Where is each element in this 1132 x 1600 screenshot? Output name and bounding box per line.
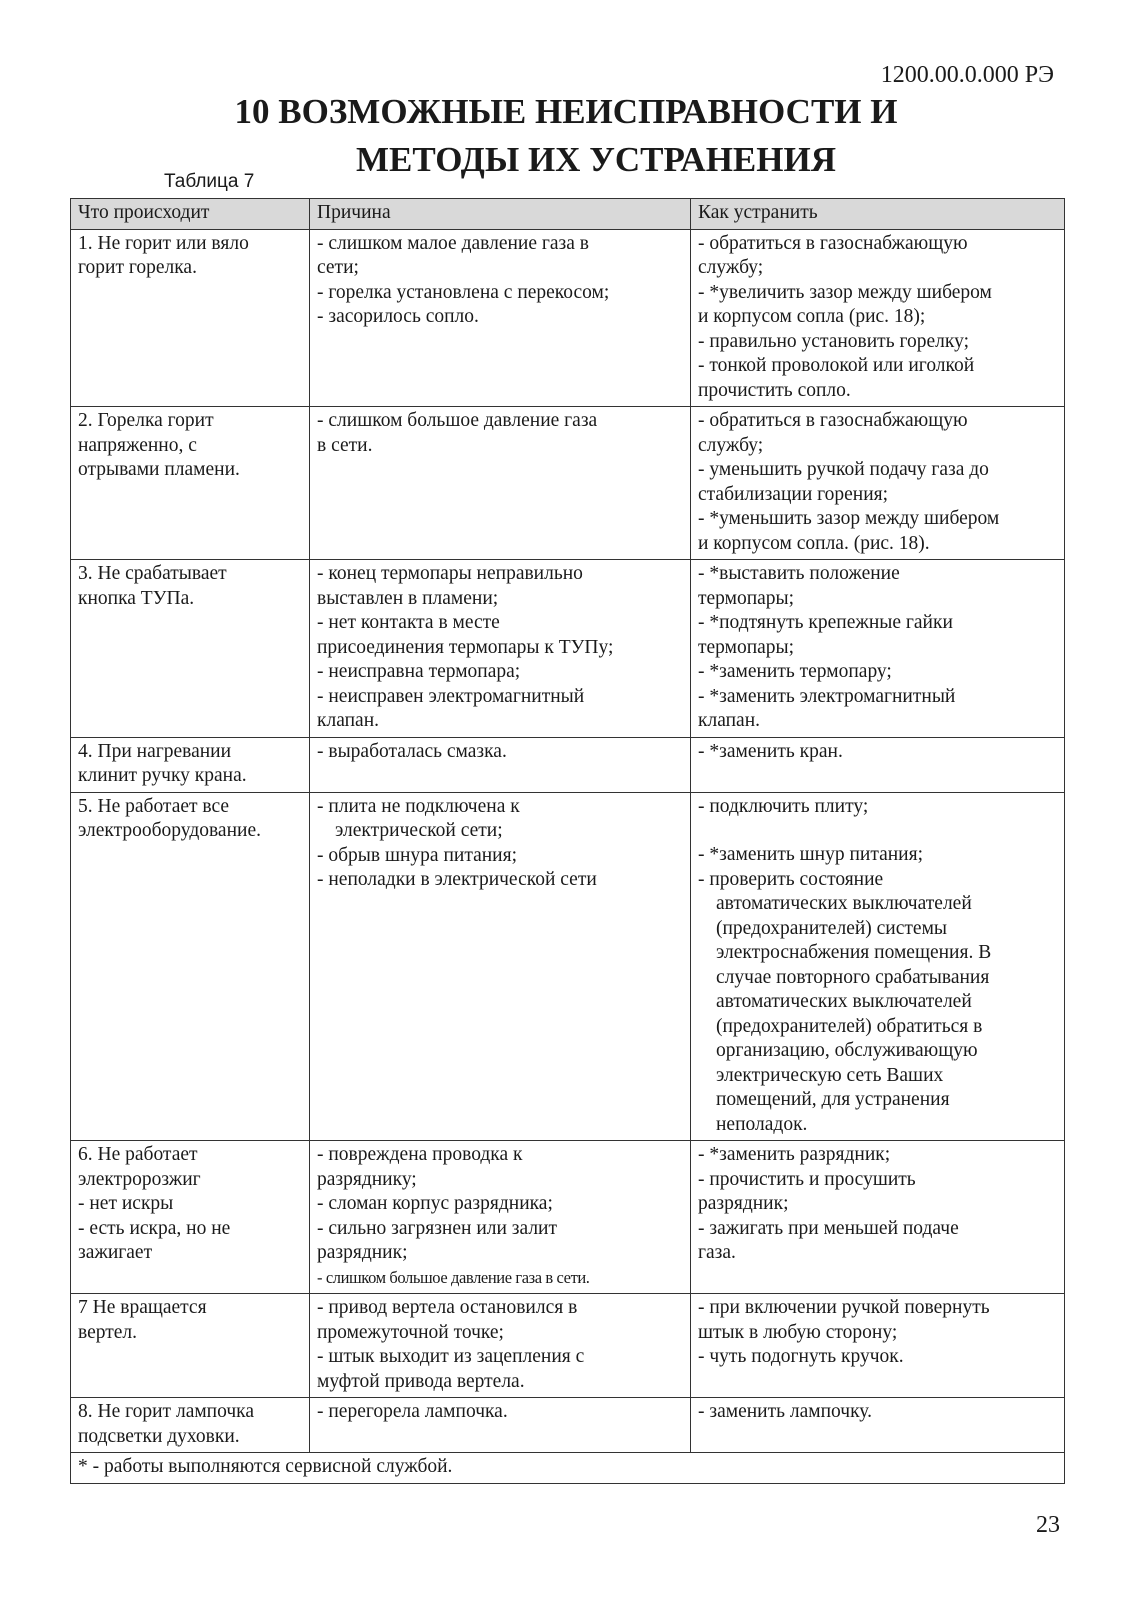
- cell-line: - неполадки в электрической сети: [317, 869, 597, 890]
- cell-line: термопары;: [698, 636, 795, 658]
- table-row: [71, 792, 1065, 1141]
- table-row: [71, 229, 1065, 407]
- cell-line: - засорилось сопло.: [317, 306, 479, 327]
- row-cause-cell: [310, 1141, 691, 1294]
- cell-line: - перегорела лампочка.: [317, 1401, 508, 1422]
- cell-line: напряженно, с: [78, 434, 197, 456]
- cell-line: - правильно установить горелку;: [698, 330, 969, 352]
- cell-line: электророзжиг: [78, 1168, 201, 1190]
- header-fix: Как устранить: [691, 199, 1065, 230]
- cell-line: - уменьшить ручкой подачу газа до: [698, 459, 989, 480]
- cell-line: 6. Не работает: [78, 1144, 198, 1165]
- cell-line: помещений, для устранения: [716, 1089, 950, 1110]
- cell-line: выставлен в пламени;: [317, 587, 499, 609]
- cell-line: присоединения термопары к ТУПу;: [317, 636, 614, 658]
- cell-line: - обрыв шнура питания;: [317, 844, 517, 866]
- row-fix-cell: [691, 1141, 1065, 1294]
- row-fix-cell: [691, 1398, 1065, 1453]
- document-number: 1200.00.0.000 РЭ: [880, 62, 1054, 88]
- cell-line: электроснабжения помещения. В: [716, 942, 992, 963]
- cell-line: отрывами пламени.: [78, 459, 240, 480]
- row-cause-cell: [310, 737, 691, 792]
- cell-line: электрической сети;: [335, 820, 503, 841]
- cell-line: - чуть подогнуть кручок.: [698, 1346, 904, 1367]
- cell-line: автоматических выключателей: [716, 893, 972, 914]
- row-cause-cell: [310, 560, 691, 738]
- cell-line: - обратиться в газоснабжающую: [698, 232, 968, 254]
- cell-line: - *заменить термопару;: [698, 661, 892, 682]
- cell-line: разрядник;: [698, 1193, 789, 1214]
- table-row: [71, 560, 1065, 738]
- cell-line: - штык выходит из зацепления с: [317, 1346, 585, 1367]
- table-row: [71, 1398, 1065, 1453]
- cell-line: вертел.: [78, 1321, 138, 1343]
- cell-line: - сильно загрязнен или залит: [317, 1217, 558, 1239]
- cell-line: разрядник;: [317, 1242, 408, 1263]
- row-what-cell: [71, 1294, 310, 1398]
- cell-line: - проверить состояние: [698, 868, 884, 890]
- cell-line: и корпусом сопла (рис. 18);: [698, 306, 926, 327]
- cell-line: - привод вертела остановился в: [317, 1297, 578, 1318]
- title-line-1: 10 ВОЗМОЖНЫЕ НЕИСПРАВНОСТИ И: [234, 92, 898, 131]
- cell-line: 4. При нагревании: [78, 740, 232, 762]
- cell-line: - *подтянуть крепежные гайки: [698, 612, 953, 633]
- cell-line: 5. Не работает все: [78, 795, 230, 817]
- cell-line: случае повторного срабатывания: [716, 966, 990, 988]
- cell-line: - *заменить шнур питания;: [698, 844, 924, 865]
- page-number: 23: [1036, 1512, 1060, 1538]
- cell-line: - тонкой проволокой или иголкой: [698, 355, 975, 376]
- cell-line: и корпусом сопла. (рис. 18).: [698, 532, 930, 554]
- row-cause-cell: [310, 407, 691, 560]
- cell-line: - *заменить электромагнитный: [698, 685, 956, 707]
- cell-line: [698, 819, 1057, 843]
- cell-line: (предохранителей) обратиться в: [716, 1015, 983, 1037]
- cell-line: в сети.: [317, 434, 373, 456]
- cell-line: штык в любую сторону;: [698, 1321, 898, 1343]
- cell-line: клинит ручку крана.: [78, 765, 247, 786]
- row-what-cell: [71, 1141, 310, 1294]
- cell-line: - *заменить кран.: [698, 740, 843, 762]
- cell-line: - подключить плиту;: [698, 795, 869, 817]
- row-fix-cell: [691, 560, 1065, 738]
- cell-line: - неисправна термопара;: [317, 661, 521, 682]
- cell-line: термопары;: [698, 587, 795, 609]
- row-what-cell: [71, 1398, 310, 1453]
- cell-line: - заменить лампочку.: [698, 1401, 872, 1422]
- cell-line: - конец термопары неправильно: [317, 563, 583, 584]
- cell-line: электрическую сеть Ваших: [716, 1064, 944, 1086]
- row-fix-cell: [691, 1294, 1065, 1398]
- cell-line: прочистить сопло.: [698, 379, 851, 401]
- cell-line: стабилизации горения;: [698, 483, 889, 505]
- cell-line: автоматических выключателей: [716, 991, 972, 1012]
- row-what-cell: [71, 229, 310, 407]
- cell-line: - повреждена проводка к: [317, 1144, 523, 1165]
- cell-line: - *уменьшить зазор между шибером: [698, 508, 1000, 529]
- row-what-cell: [71, 407, 310, 560]
- cell-line: - есть искра, но не: [78, 1217, 231, 1239]
- row-fix-cell: [691, 229, 1065, 407]
- footnote-row: [71, 1453, 1065, 1484]
- row-cause-cell: [310, 1398, 691, 1453]
- table-row: [71, 407, 1065, 560]
- table-row: [71, 737, 1065, 792]
- page-title: [0, 88, 1132, 184]
- cell-line: сети;: [317, 257, 359, 278]
- cell-line: газа.: [698, 1242, 736, 1263]
- cell-line: - слишком малое давление газа в: [317, 232, 589, 254]
- cell-line: клапан.: [317, 710, 380, 731]
- cell-line: промежуточной точке;: [317, 1321, 504, 1343]
- cell-line: - горелка установлена с перекосом;: [317, 281, 610, 303]
- cell-line: муфтой привода вертела.: [317, 1370, 525, 1392]
- cell-line: разряднику;: [317, 1168, 417, 1190]
- cell-line: зажигает: [78, 1242, 153, 1263]
- title-line-2: МЕТОДЫ ИХ УСТРАНЕНИЯ: [356, 140, 836, 179]
- cell-line: - прочистить и просушить: [698, 1168, 916, 1190]
- row-cause-cell: [310, 1294, 691, 1398]
- row-what-cell: [71, 792, 310, 1141]
- header-what: Что происходит: [71, 199, 310, 230]
- cell-line: - при включении ручкой повернуть: [698, 1297, 990, 1318]
- cell-line: электрооборудование.: [78, 820, 261, 841]
- cell-line: - зажигать при меньшей подаче: [698, 1217, 959, 1239]
- header-cause: Причина: [310, 199, 691, 230]
- cell-line: организацию, обслуживающую: [716, 1040, 978, 1061]
- table-row: [71, 1141, 1065, 1294]
- cell-line: - слишком большое давление газа в сети.: [317, 1267, 590, 1287]
- cell-line: 8. Не горит лампочка: [78, 1401, 255, 1422]
- table-label: Таблица 7: [164, 171, 255, 192]
- cell-line: - слишком большое давление газа: [317, 410, 598, 431]
- cell-line: службу;: [698, 434, 764, 456]
- footnote: * - работы выполняются сервисной службой.: [71, 1453, 1065, 1484]
- cell-line: 3. Не срабатывает: [78, 563, 227, 584]
- cell-line: 2. Горелка горит: [78, 410, 214, 431]
- cell-line: службу;: [698, 257, 764, 278]
- cell-line: кнопка ТУПа.: [78, 587, 195, 609]
- cell-line: горит горелка.: [78, 257, 197, 278]
- cell-line: - *выставить положение: [698, 563, 900, 584]
- cell-line: неполадок.: [716, 1113, 808, 1135]
- cell-line: - плита не подключена к: [317, 795, 520, 817]
- cell-line: 7 Не вращается: [78, 1297, 207, 1318]
- troubleshooting-table: [70, 198, 1065, 1484]
- cell-line: - *заменить разрядник;: [698, 1144, 891, 1165]
- cell-line: - выработалась смазка.: [317, 740, 507, 762]
- cell-line: - нет контакта в месте: [317, 612, 500, 633]
- cell-line: - неисправен электромагнитный: [317, 685, 585, 707]
- row-what-cell: [71, 737, 310, 792]
- cell-line: - сломан корпус разрядника;: [317, 1193, 553, 1214]
- row-cause-cell: [310, 792, 691, 1141]
- cell-line: (предохранителей) системы: [716, 917, 948, 939]
- cell-line: 1. Не горит или вяло: [78, 232, 249, 254]
- table-header-row: [71, 199, 1065, 230]
- cell-line: - обратиться в газоснабжающую: [698, 410, 968, 431]
- cell-line: подсветки духовки.: [78, 1425, 240, 1447]
- row-fix-cell: [691, 792, 1065, 1141]
- table-row: [71, 1294, 1065, 1398]
- row-fix-cell: [691, 407, 1065, 560]
- cell-line: клапан.: [698, 710, 761, 731]
- cell-line: - *увеличить зазор между шибером: [698, 281, 992, 303]
- row-cause-cell: [310, 229, 691, 407]
- row-fix-cell: [691, 737, 1065, 792]
- row-what-cell: [71, 560, 310, 738]
- cell-line: - нет искры: [78, 1193, 174, 1214]
